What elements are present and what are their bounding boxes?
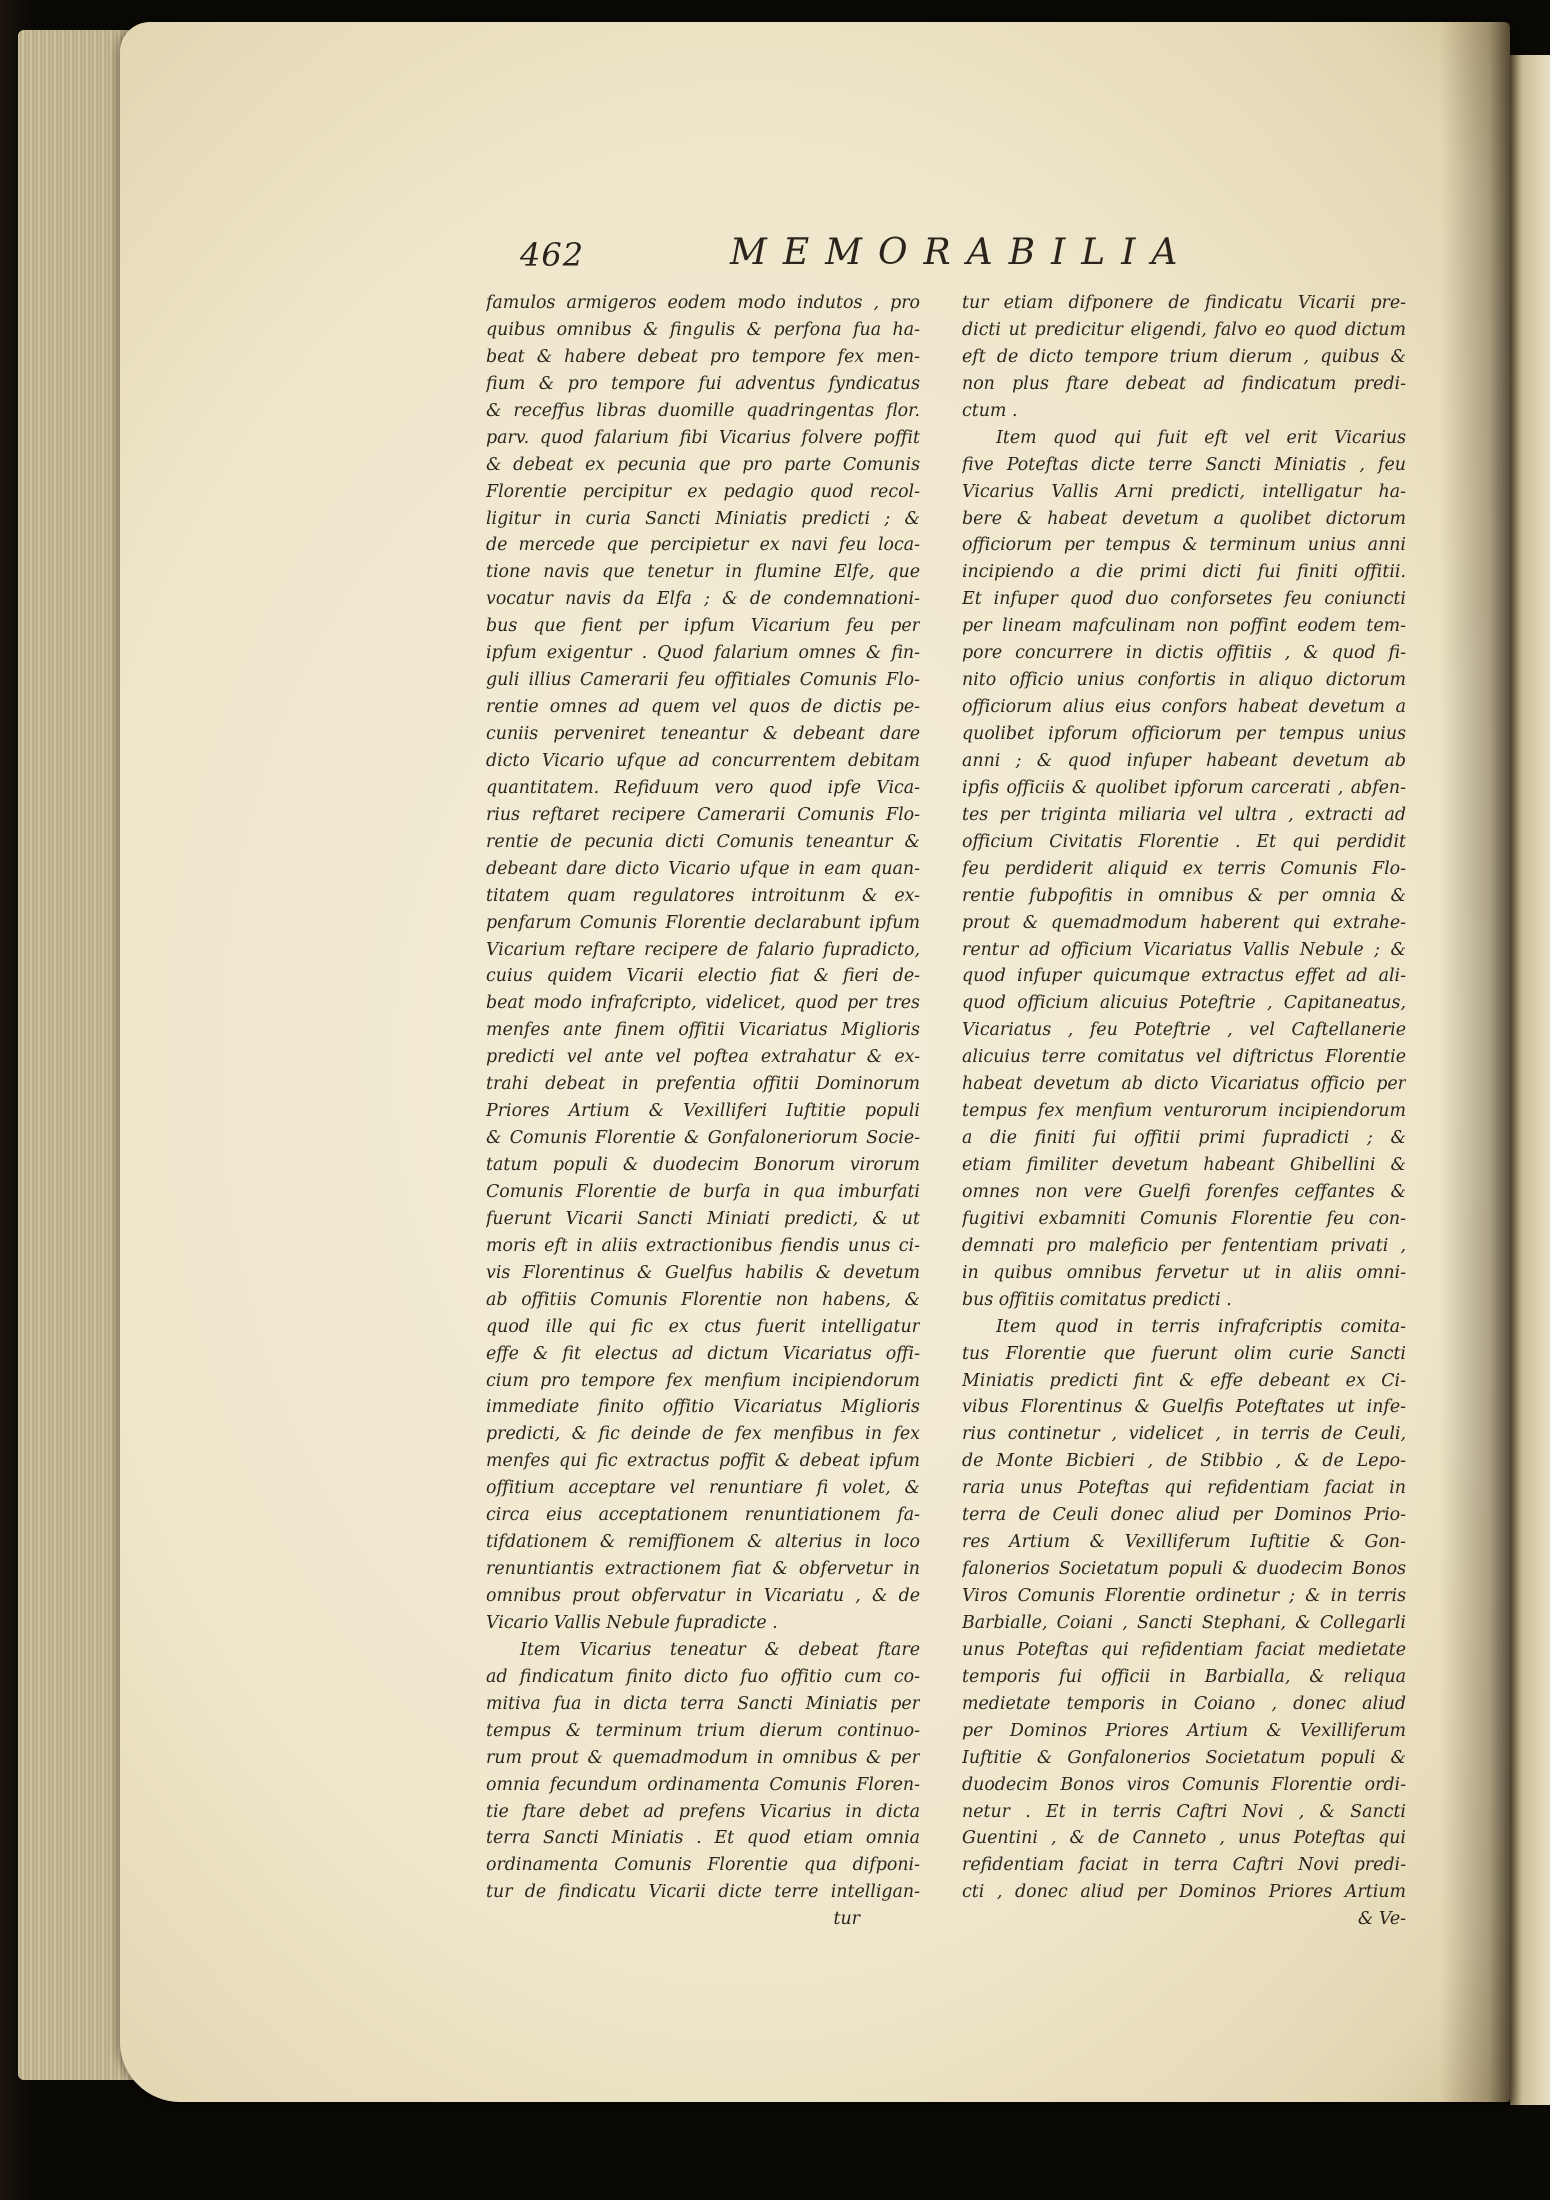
- text-line: non plus ftare debeat ad findicatum predi-: [962, 373, 1406, 394]
- right-text-column: [962, 290, 1406, 1933]
- text-line: quod infuper quicumque extractus effet ad ali-: [962, 966, 1406, 987]
- text-line: eft de dicto tempore trium dierum , quibus &: [962, 346, 1406, 367]
- text-line: quantitatem. Refiduum vero quod ipfe Vica-: [486, 777, 920, 798]
- text-line: vis Florentinus & Guelfus habilis & devetum: [486, 1262, 920, 1283]
- text-line: Miniatis predicti fint & effe debeant ex Ci-: [962, 1370, 1406, 1391]
- text-line: mitiva fua in dicta terra Sancti Miniatis per: [486, 1693, 920, 1714]
- text-line: penfarum Comunis Florentie declarabunt ipfum: [486, 912, 920, 933]
- text-line: ligitur in curia Sancti Miniatis predicti ; &: [486, 508, 920, 529]
- text-line: officiorum alius eius confors habeat devetum a: [962, 697, 1406, 718]
- page-header: [520, 232, 1194, 282]
- text-line: Iuftitie & Gonfalonerios Societatum populi &: [962, 1747, 1406, 1768]
- text-line: fuerunt Vicarii Sancti Miniati predicti, & ut: [486, 1208, 920, 1229]
- text-line: demnati pro maleficio per fententiam privati ,: [962, 1235, 1406, 1256]
- text-line: ipfum exigentur . Quod falarium omnes & fin-: [486, 643, 920, 664]
- text-line: Item Vicarius teneatur & debeat ftare: [520, 1639, 920, 1660]
- text-line: predicti vel ante vel poftea extrahatur & ex-: [486, 1047, 920, 1068]
- text-line: terra Sancti Miniatis . Et quod etiam omnia: [486, 1828, 920, 1849]
- text-line: tie ftare debet ad prefens Vicarius in dicta: [486, 1801, 920, 1822]
- left-column-lines: [486, 290, 920, 1906]
- text-line: rius reftaret recipere Camerarii Comunis Flo-: [486, 804, 920, 825]
- text-line: circa eius acceptationem renuntiationem fa-: [486, 1505, 920, 1526]
- text-line: officium Civitatis Florentie . Et qui perdidit: [962, 831, 1406, 852]
- text-line: ab offitiis Comunis Florentie non habens, &: [486, 1289, 920, 1310]
- text-line: quibus omnibus & fingulis & perfona fua ha-: [486, 319, 920, 340]
- right-catchword: & Ve-: [1357, 1909, 1406, 1930]
- text-line: tur de findicatu Vicarii dicte terre intelligan-: [486, 1882, 920, 1903]
- text-line: guli illius Camerarii feu offitiales Comunis Flo-: [486, 670, 920, 691]
- text-line: rum prout & quemadmodum in omnibus & per: [486, 1747, 920, 1768]
- text-line: predicti, & fic deinde de fex menfibus in fex: [486, 1424, 920, 1445]
- text-line: cuniis perveniret teneantur & debeant dare: [486, 724, 920, 744]
- text-line: netur . Et in terris Caftri Novi , & Sancti: [962, 1801, 1406, 1822]
- text-line: omnia fecundum ordinamenta Comunis Floren-: [486, 1774, 920, 1795]
- text-line: habeat devetum ab dicto Vicariatus officio per: [962, 1074, 1406, 1095]
- text-line: Vicarium reftare recipere de falario fupradicto,: [486, 939, 920, 960]
- text-line: rius continetur , videlicet , in terris de Ceuli,: [962, 1424, 1406, 1445]
- text-line: bus que fient per ipfum Vicarium feu per: [486, 616, 920, 637]
- text-line: bere & habeat devetum a quolibet dictorum: [962, 508, 1406, 529]
- text-line: menfes qui fic extractus poffit & debeat ipfum: [486, 1451, 920, 1472]
- text-line: pore concurrere in dictis offitiis , & quod fi-: [962, 643, 1406, 664]
- text-line: alicuius terre comitatus vel diftrictus Florentie: [962, 1047, 1406, 1068]
- text-line: rentie de pecunia dicti Comunis teneantur &: [486, 831, 920, 852]
- text-line: vibus Florentinus & Guelfis Poteftates ut infe-: [962, 1397, 1406, 1418]
- text-line: & receffus libras duomille quadringentas flor.: [486, 400, 920, 421]
- text-line: falonerios Societatum populi & duodecim Bonos: [962, 1559, 1406, 1580]
- text-line: anni ; & quod infuper habeant devetum ab: [962, 750, 1406, 771]
- text-line: effe & fit electus ad dictum Vicariatus offi-: [486, 1343, 920, 1364]
- text-line: tur etiam difponere de findicatu Vicarii pre-: [962, 293, 1406, 313]
- text-line: refidentiam faciat in terra Caftri Novi predi-: [962, 1855, 1406, 1876]
- text-line: res Artium & Vexilliferum Iuftitie & Gon-: [962, 1532, 1406, 1553]
- text-line: Vicario Vallis Nebule fupradicte .: [486, 1612, 778, 1633]
- text-line: tatum populi & duodecim Bonorum virorum: [486, 1155, 920, 1175]
- text-line: raria unus Poteftas qui refidentiam faciat in: [962, 1478, 1406, 1499]
- text-line: Item quod in terris infrafcriptis comita-: [996, 1316, 1406, 1337]
- text-line: de mercede que percipietur ex navi feu loca-: [486, 535, 920, 556]
- text-line: moris eft in aliis extractionibus fiendis unus ci-: [486, 1235, 920, 1256]
- text-line: cti , donec aliud per Dominos Priores Artium: [962, 1882, 1406, 1903]
- text-line: Vicarius Vallis Arni predicti, intelligatur ha-: [962, 481, 1406, 502]
- text-line: tes per triginta miliaria vel ultra , extracti ad: [962, 804, 1406, 825]
- text-line: beat & habere debeat pro tempore fex men-: [486, 346, 920, 367]
- text-line: five Poteftas dicte terre Sancti Miniatis , feu: [962, 454, 1406, 475]
- text-line: per lineam mafculinam non poffint eodem tem-: [962, 616, 1406, 637]
- text-line: feu perdiderit aliquid ex terris Comunis Flo-: [962, 858, 1406, 879]
- text-line: ordinamenta Comunis Florentie qua difponi-: [486, 1855, 920, 1876]
- text-line: Priores Artium & Vexilliferi Iuftitie populi: [486, 1101, 920, 1122]
- book-gutter-shadow: [1440, 22, 1510, 2102]
- text-line: Vicariatus , feu Poteftrie , vel Caftellanerie: [962, 1020, 1406, 1041]
- text-line: beat modo infrafcripto, videlicet, quod per tres: [486, 993, 920, 1014]
- left-text-column: [486, 290, 920, 1933]
- text-line: fium & pro tempore fui adventus fyndicatus: [486, 373, 920, 394]
- text-line: tione navis que tenetur in flumine Elfe, que: [486, 562, 920, 583]
- text-line: officiorum per tempus & terminum unius anni: [962, 535, 1406, 556]
- running-title: MEMORABILIA: [730, 232, 1194, 273]
- text-line: & Comunis Florentie & Gonfaloneriorum Socie-: [486, 1128, 920, 1149]
- text-line: rentie omnes ad quem vel quos de dictis pe-: [486, 697, 920, 718]
- text-line: temporis fui officii in Barbialla, & reliqua: [962, 1666, 1406, 1687]
- text-line: per Dominos Priores Artium & Vexilliferum: [962, 1720, 1406, 1741]
- text-line: unus Poteftas qui refidentiam faciat medietate: [962, 1639, 1406, 1660]
- text-line: debeant dare dicto Vicario ufque in eam quan-: [486, 858, 920, 879]
- facing-page-edge: [1510, 55, 1550, 2105]
- text-line: incipiendo a die primi dicti fui finiti offitii.: [962, 562, 1406, 583]
- text-line: tempus & terminum trium dierum continuo-: [486, 1720, 920, 1741]
- text-line: dicto Vicario ufque ad concurrentem debitam: [486, 750, 920, 771]
- text-line: dicti ut predicitur eligendi, falvo eo quod dictum: [962, 319, 1406, 340]
- text-line: medietate temporis in Coiano , donec aliud: [962, 1693, 1406, 1714]
- text-line: & debeat ex pecunia que pro parte Comunis: [486, 454, 920, 475]
- text-line: ctum .: [962, 400, 1018, 421]
- text-line: tempus fex menfium venturorum incipiendorum: [962, 1101, 1406, 1122]
- text-line: in quibus omnibus fervetur ut in aliis omni-: [962, 1262, 1406, 1283]
- text-line: quod officium alicuius Poteftrie , Capitaneatus,: [962, 993, 1406, 1014]
- text-line: terra de Ceuli donec aliud per Dominos Prio-: [962, 1505, 1406, 1526]
- text-line: fugitivi exbamniti Comunis Florentie feu con-: [962, 1208, 1406, 1229]
- text-line: ad findicatum finito dicto fuo offitio cum co-: [486, 1666, 920, 1687]
- text-line: parv. quod falarium fibi Vicarius folvere poffit: [486, 427, 920, 448]
- text-line: bus offitiis comitatus predicti .: [962, 1289, 1232, 1310]
- text-line: cuius quidem Vicarii electio fiat & fieri de-: [486, 966, 920, 987]
- right-column-lines: [962, 290, 1406, 1906]
- text-line: cium pro tempore fex menfium incipiendorum: [486, 1370, 920, 1391]
- text-line: Comunis Florentie de burfa in qua imburfati: [486, 1181, 920, 1202]
- text-line: ipfis officiis & quolibet ipforum carcerati , abfen-: [962, 777, 1406, 798]
- text-line: famulos armigeros eodem modo indutos , pro: [486, 293, 920, 313]
- text-line: prout & quemadmodum haberent qui extrahe-: [962, 912, 1406, 933]
- text-line: Et infuper quod duo conforsetes feu coniuncti: [962, 589, 1406, 610]
- text-line: nito officio unius confortis in aliquo dictorum: [962, 670, 1406, 691]
- text-line: Barbialle, Coiani , Sancti Stephani, & Collegarli: [962, 1612, 1406, 1633]
- text-line: menfes ante finem offitii Vicariatus Miglioris: [486, 1020, 920, 1041]
- page-number: 462: [520, 236, 585, 274]
- text-line: offitium acceptare vel renuntiare fi volet, &: [486, 1478, 920, 1499]
- text-line: Guentini , & de Canneto , unus Poteftas qui: [962, 1828, 1406, 1849]
- text-line: etiam fimiliter devetum habeant Ghibellini &: [962, 1155, 1406, 1175]
- text-line: quod ille qui fic ex ctus fuerit intelligatur: [486, 1316, 920, 1337]
- text-line: renuntiantis extractionem fiat & obfervetur in: [486, 1559, 920, 1580]
- text-line: Item quod qui fuit eft vel erit Vicarius: [996, 427, 1406, 448]
- text-line: trahi debeat in prefentia offitii Dominorum: [486, 1074, 920, 1095]
- text-line: Viros Comunis Florentie ordinetur ; & in terris: [962, 1586, 1406, 1606]
- text-line: omnes non vere Guelfi forenfes ceffantes &: [962, 1181, 1406, 1202]
- text-line: omnibus prout obfervatur in Vicariatu , & de: [486, 1586, 920, 1606]
- text-line: immediate finito offitio Vicariatus Miglioris: [486, 1397, 920, 1418]
- text-line: duodecim Bonos viros Comunis Florentie ordi-: [962, 1774, 1406, 1795]
- text-line: tifdationem & remiffionem & alterius in loco: [486, 1532, 920, 1553]
- text-line: titatem quam regulatores introitunm & ex-: [486, 885, 920, 906]
- text-line: vocatur navis da Elfa ; & de condemnationi-: [486, 589, 920, 610]
- left-catchword: tur: [833, 1909, 860, 1930]
- text-line: rentie fubpofitis in omnibus & per omnia &: [962, 885, 1406, 906]
- text-line: Florentie percipitur ex pedagio quod recol-: [486, 481, 920, 502]
- text-line: rentur ad officium Vicariatus Vallis Nebule ; &: [962, 939, 1406, 960]
- text-line: quolibet ipforum officiorum per tempus unius: [962, 724, 1406, 744]
- text-line: de Monte Bicbieri , de Stibbio , & de Lepo-: [962, 1451, 1406, 1472]
- text-line: a die finiti fui offitii primi fupradicti ; &: [962, 1128, 1406, 1149]
- text-line: tus Florentie que fuerunt olim curie Sancti: [962, 1343, 1406, 1364]
